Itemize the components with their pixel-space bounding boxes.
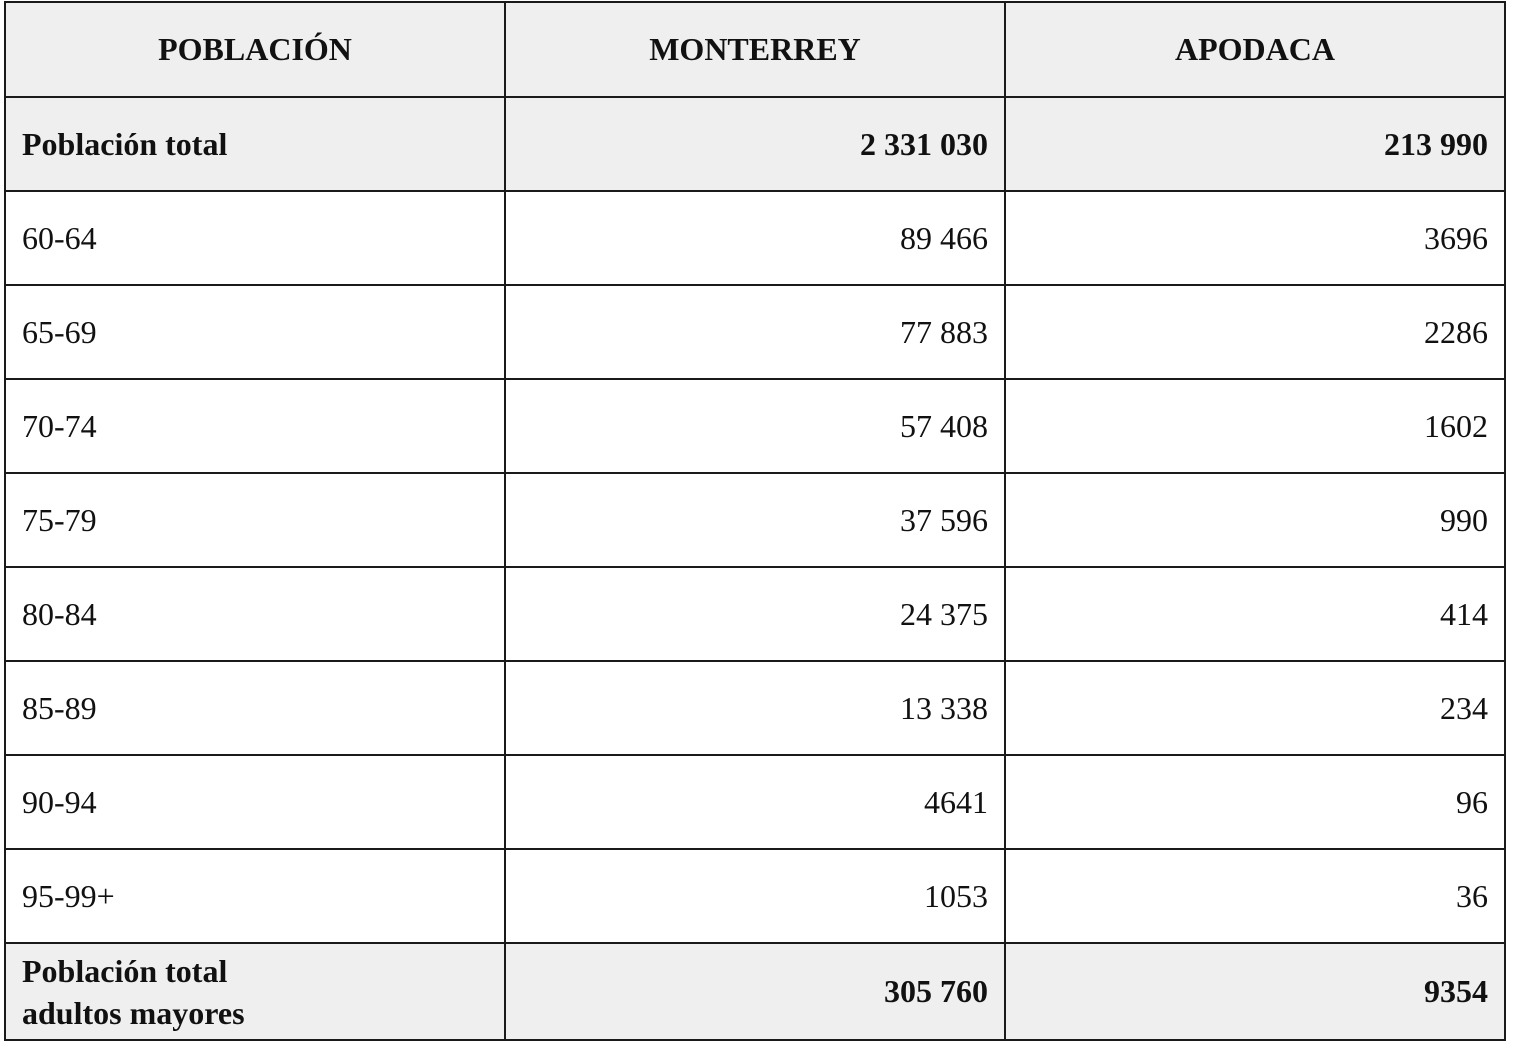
table-row [5,379,1505,473]
total-elderly-row [5,943,1505,1040]
table-row [5,661,1505,755]
header-poblacion: POBLACIÓN [5,2,505,97]
total-population-monterrey: 2 331 030 [505,97,1005,191]
monterrey-value: 24 375 [505,567,1005,661]
monterrey-value: 57 408 [505,379,1005,473]
total-population-row [5,97,1505,191]
apodaca-value: 990 [1005,473,1505,567]
total-population-label: Población total [5,97,505,191]
age-range-label: 90-94 [5,755,505,849]
total-population-apodaca: 213 990 [1005,97,1505,191]
age-range-label: 70-74 [5,379,505,473]
apodaca-value: 36 [1005,849,1505,943]
apodaca-value: 2286 [1005,285,1505,379]
table-row [5,849,1505,943]
header-apodaca: APODACA [1005,2,1505,97]
total-elderly-label [5,943,505,1040]
apodaca-value: 234 [1005,661,1505,755]
apodaca-value: 1602 [1005,379,1505,473]
total-elderly-apodaca: 9354 [1005,943,1505,1040]
apodaca-value: 414 [1005,567,1505,661]
table-row [5,285,1505,379]
age-range-label: 85-89 [5,661,505,755]
total-elderly-monterrey: 305 760 [505,943,1005,1040]
table-row [5,473,1505,567]
header-monterrey: MONTERREY [505,2,1005,97]
monterrey-value: 89 466 [505,191,1005,285]
age-range-label: 75-79 [5,473,505,567]
monterrey-value: 77 883 [505,285,1005,379]
total-elderly-label-line1: Población total [22,952,228,989]
monterrey-value: 1053 [505,849,1005,943]
age-range-label: 65-69 [5,285,505,379]
apodaca-value: 3696 [1005,191,1505,285]
table-row [5,755,1505,849]
age-range-label: 80-84 [5,567,505,661]
monterrey-value: 13 338 [505,661,1005,755]
apodaca-value: 96 [1005,755,1505,849]
monterrey-value: 37 596 [505,473,1005,567]
age-range-label: 95-99+ [5,849,505,943]
population-table [4,1,1506,1041]
table-row [5,191,1505,285]
age-range-label: 60-64 [5,191,505,285]
total-elderly-label-line2: adultos mayores [22,994,245,1031]
header-row [5,2,1505,97]
table-row [5,567,1505,661]
monterrey-value: 4641 [505,755,1005,849]
